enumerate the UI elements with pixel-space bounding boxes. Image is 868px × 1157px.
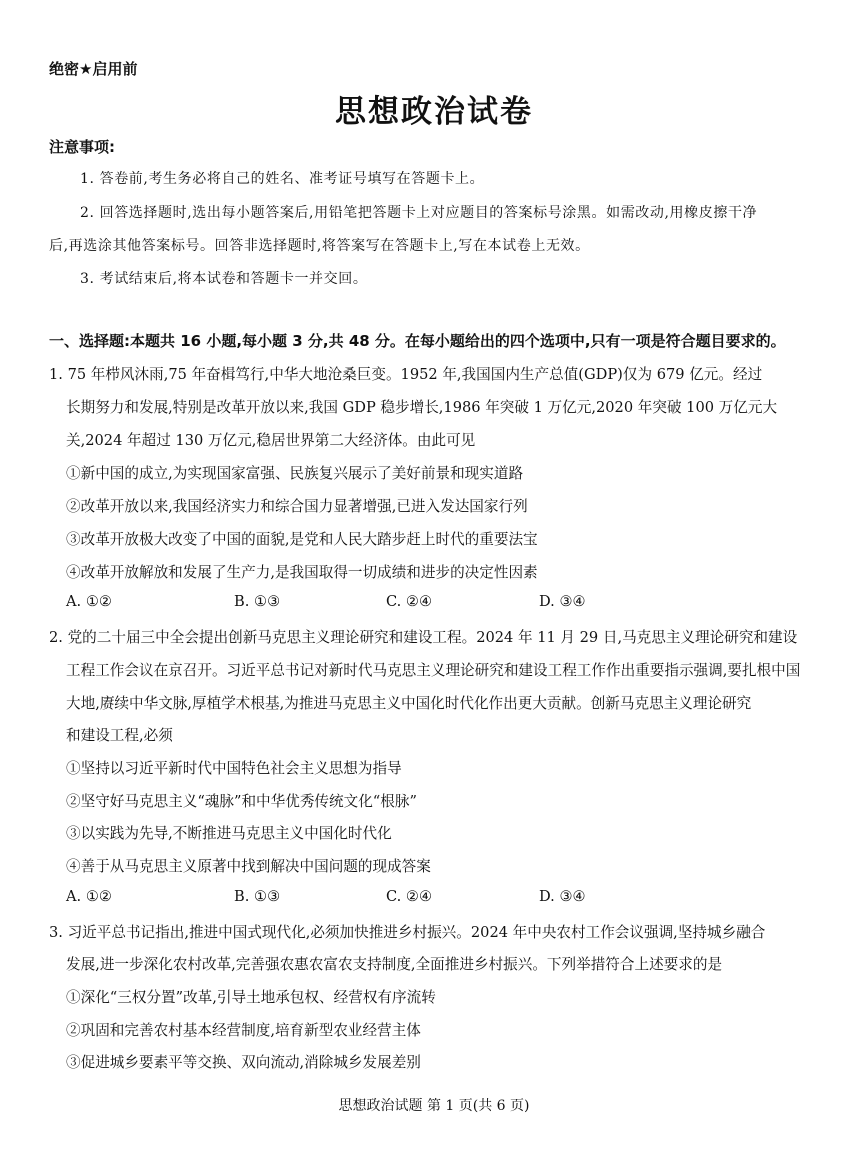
question-1-choice-d[interactable]: D. ③④ bbox=[539, 593, 586, 610]
section-heading: 一、选择题:本题共 16 小题,每小题 3 分,共 48 分。在每小题给出的四个选项中,只有一项是符合题目要求的。 bbox=[49, 332, 786, 350]
question-1-choice-b[interactable]: B. ①③ bbox=[234, 593, 281, 610]
question-3-statement: ①深化“三权分置”改革,引导土地承包权、经营权有序流转 bbox=[66, 989, 436, 1006]
question-2-stem: 和建设工程,必须 bbox=[66, 727, 173, 744]
question-2-statement: ①坚持以习近平新时代中国特色社会主义思想为指导 bbox=[66, 760, 402, 777]
question-1-choice-c[interactable]: C. ②④ bbox=[386, 593, 433, 610]
exam-title: 思想政治试卷 bbox=[335, 94, 533, 130]
question-3-statement: ③促进城乡要素平等交换、双向流动,消除城乡发展差别 bbox=[66, 1054, 421, 1071]
page-footer: 思想政治试题 第 1 页(共 6 页) bbox=[338, 1098, 530, 1114]
question-1-choice-a[interactable]: A. ①② bbox=[66, 593, 112, 610]
confidential-mark: 绝密★启用前 bbox=[49, 60, 138, 78]
question-2-choice-a[interactable]: A. ①② bbox=[66, 888, 112, 905]
notice-item-continuation: 后,再选涂其他答案标号。回答非选择题时,将答案写在答题卡上,写在本试卷上无效。 bbox=[49, 238, 590, 254]
notice-item: 2. 回答选择题时,选出每小题答案后,用铅笔把答题卡上对应题目的答案标号涂黑。如需改动,用橡皮擦干净 bbox=[80, 205, 758, 221]
question-2-choice-c[interactable]: C. ②④ bbox=[386, 888, 433, 905]
question-3-stem: 3. 习近平总书记指出,推进中国式现代化,必须加快推进乡村振兴。2024 年中央农村工作会议强调,坚持城乡融合 bbox=[49, 924, 766, 941]
question-2-statement: ④善于从马克思主义原著中找到解决中国问题的现成答案 bbox=[66, 858, 431, 875]
question-2-choice-b[interactable]: B. ①③ bbox=[234, 888, 281, 905]
question-1-statement: ①新中国的成立,为实现国家富强、民族复兴展示了美好前景和现实道路 bbox=[66, 465, 524, 482]
question-2-statement: ②坚守好马克思主义“魂脉”和中华优秀传统文化“根脉” bbox=[66, 793, 417, 810]
question-2-stem: 工程工作会议在京召开。习近平总书记对新时代马克思主义理论研究和建设工程工作作出重要指示强调,要扎根中国 bbox=[66, 662, 801, 679]
notice-item: 3. 考试结束后,将本试卷和答题卡一并交回。 bbox=[80, 271, 368, 287]
question-2-stem: 2. 党的二十届三中全会提出创新马克思主义理论研究和建设工程。2024 年 11 月 29 日,马克思主义理论研究和建设 bbox=[49, 629, 798, 646]
question-1-stem: 关,2024 年超过 130 万亿元,稳居世界第二大经济体。由此可见 bbox=[66, 432, 476, 449]
question-1-stem: 长期努力和发展,特别是改革开放以来,我国 GDP 稳步增长,1986 年突破 1 万亿元,2020 年突破 100 万亿元大 bbox=[66, 399, 778, 416]
question-2-choice-d[interactable]: D. ③④ bbox=[539, 888, 586, 905]
question-1-stem: 1. 75 年栉风沐雨,75 年奋楫笃行,中华大地沧桑巨变。1952 年,我国国内生产总值(GDP)仅为 679 亿元。经过 bbox=[49, 366, 763, 383]
notice-item: 1. 答卷前,考生务必将自己的姓名、准考证号填写在答题卡上。 bbox=[80, 171, 485, 187]
question-3-stem: 发展,进一步深化农村改革,完善强农惠农富农支持制度,全面推进乡村振兴。下列举措符合上述要求的是 bbox=[66, 956, 723, 973]
question-1-statement: ②改革开放以来,我国经济实力和综合国力显著增强,已进入发达国家行列 bbox=[66, 498, 528, 515]
question-1-statement: ④改革开放解放和发展了生产力,是我国取得一切成绩和进步的决定性因素 bbox=[66, 564, 538, 581]
question-1-statement: ③改革开放极大改变了中国的面貌,是党和人民大踏步赶上时代的重要法宝 bbox=[66, 531, 538, 548]
question-2-statement: ③以实践为先导,不断推进马克思主义中国化时代化 bbox=[66, 825, 392, 842]
question-2-stem: 大地,赓续中华文脉,厚植学术根基,为推进马克思主义中国化时代化作出更大贡献。创新马克思主义理论研究 bbox=[66, 695, 752, 712]
notice-heading: 注意事项: bbox=[49, 138, 115, 156]
question-3-statement: ②巩固和完善农村基本经营制度,培育新型农业经营主体 bbox=[66, 1022, 421, 1039]
